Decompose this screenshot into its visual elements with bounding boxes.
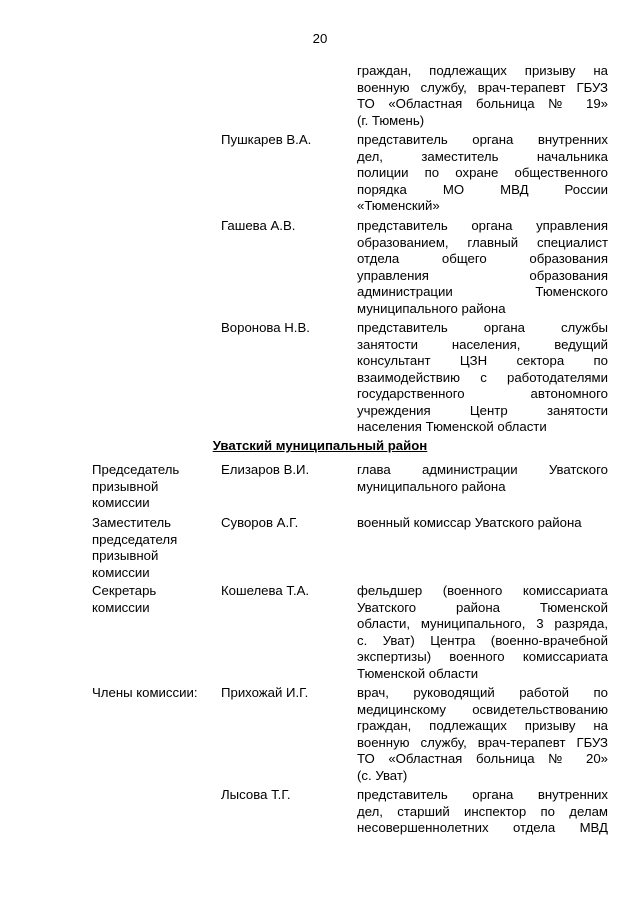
role-label: Секретарь комиссии (92, 583, 157, 615)
member-description: врач, руководящий работой по медицинскому освидетельствованию граждан, подлежащих призыву на военную службу, врач-терапевт ГБУЗ ТО «Областная больница № 20» (с. Уват) (357, 685, 608, 783)
page-number: 20 (312, 31, 328, 46)
section-title: Уватский муниципальный район (212, 438, 428, 453)
member-description: глава администрации Уватского муниципального района (357, 462, 608, 494)
member-name: Елизаров В.И. (221, 462, 310, 477)
member-description: военный комиссар Уватского района (357, 515, 582, 530)
member-name: Прихожай И.Г. (221, 685, 309, 700)
member-name: Воронова Н.В. (221, 320, 310, 335)
member-name: Суворов А.Г. (221, 515, 299, 530)
member-name: Гашева А.В. (221, 218, 296, 233)
member-name: Кошелева Т.А. (221, 583, 310, 598)
member-name: Лысова Т.Г. (221, 787, 291, 802)
member-description: представитель органа внутренних дел, старший инспектор по делам несовершеннолетних отдела МВД (357, 787, 608, 835)
role-label: Председатель призывной комиссии (92, 462, 180, 510)
member-description: представитель органа службы занятости населения, ведущий консультант ЦЗН сектора по взаимодействию с работодателями государственного автономного учреждения Центр занятости населения Тюменской области (357, 320, 608, 434)
member-name: Пушкарев В.А. (221, 132, 312, 147)
member-description: фельдшер (военного комиссариата Уватского района Тюменской области, муниципального, 3 разряда, с. Уват) Центра (военно-врачебной экспертизы) военного комиссариата Тюменской области (357, 583, 608, 681)
role-label: Заместитель председателя призывной комиссии (92, 515, 178, 580)
member-description: граждан, подлежащих призыву на военную службу, врач-терапевт ГБУЗ ТО «Областная больница № 19» (г. Тюмень) (357, 63, 608, 128)
member-description: представитель органа внутренних дел, заместитель начальника полиции по охране общественного порядка МО МВД России «Тюменский» (357, 132, 608, 213)
role-label: Члены комиссии: (92, 685, 198, 700)
member-description: представитель органа управления образованием, главный специалист отдела общего образования управления образования администрации Тюменского муниципального района (357, 218, 608, 316)
